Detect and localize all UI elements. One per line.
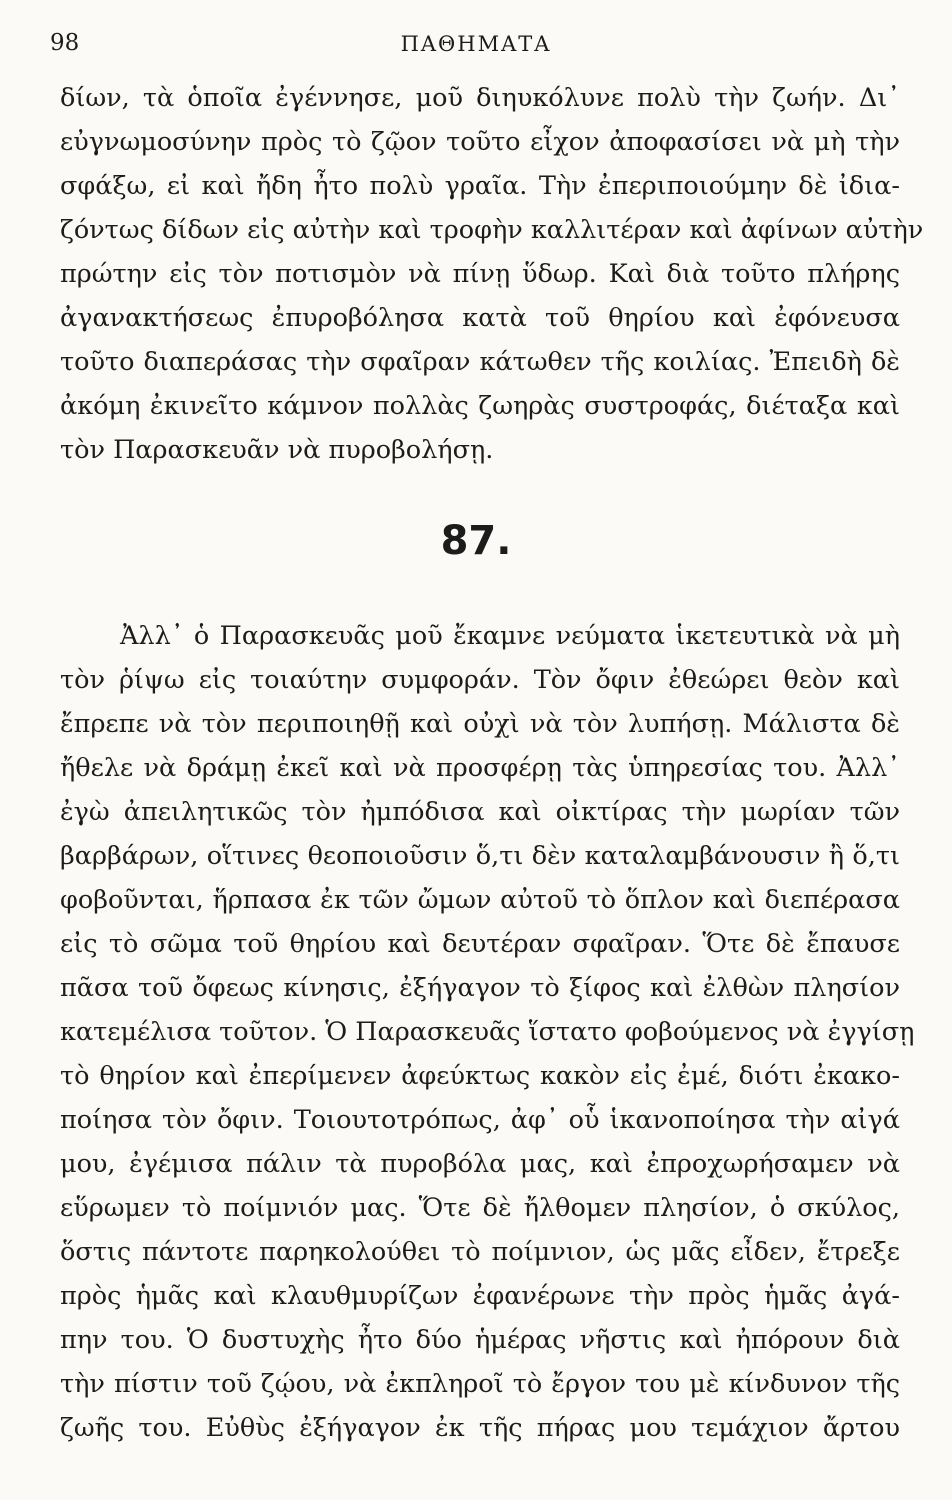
page-header	[0, 30, 952, 70]
text-line: πρὸς ἡμᾶς καὶ κλαυθμυρίζων ἐφανέρωνε τὴν πρὸς ἡμᾶς ἀγά-	[60, 1281, 900, 1311]
text-line: πᾶσα τοῦ ὄφεως κίνησις, ἐξήγαγον τὸ ξίφος καὶ ἐλθὼν πλησίον	[60, 973, 900, 1003]
text-line: τὸ θηρίον καὶ ἐπερίμενεν ἀφεύκτως κακὸν εἰς ἐμέ, διότι ἐκακο-	[60, 1061, 900, 1091]
text-line: δίων, τὰ ὁποῖα ἐγέννησε, μοῦ διηυκόλυνε πολὺ τὴν ζωήν. Δι᾽	[60, 83, 900, 113]
text-line: ἀκόμη ἐκινεῖτο κάμνον πολλὰς ζωηρὰς συστροφάς, διέταξα καὶ	[60, 391, 900, 421]
text-line: κατεμέλισα τοῦτον. Ὁ Παρασκευᾶς ἵστατο φοβούμενος νὰ ἐγγίσῃ	[60, 1017, 915, 1047]
text-line: ἀγανακτήσεως ἐπυροβόλησα κατὰ τοῦ θηρίου καὶ ἐφόνευσα	[60, 303, 900, 333]
text-line: τὸν ῥίψω εἰς τοιαύτην συμφοράν. Τὸν ὄφιν ἐθεώρει θεὸν καὶ	[60, 665, 900, 695]
page-number: 98	[50, 30, 80, 56]
text-line: σφάξω, εἰ καὶ ἤδη ἦτο πολὺ γραῖα. Τὴν ἐπεριποιούμην δὲ ἰδια-	[60, 171, 900, 201]
text-line: βαρβάρων, οἵτινες θεοποιοῦσιν ὅ,τι δὲν καταλαμβάνουσιν ἢ ὅ,τι	[60, 841, 900, 871]
text-line: εὐγνωμοσύνην πρὸς τὸ ζῷον τοῦτο εἶχον ἀποφασίσει νὰ μὴ τὴν	[60, 127, 900, 157]
text-line: τὸν Παρασκευᾶν νὰ πυροβολήσῃ.	[60, 435, 494, 465]
chapter-number: 87.	[440, 518, 512, 564]
text-line: τοῦτο διαπεράσας τὴν σφαῖραν κάτωθεν τῆς κοιλίας. Ἐπειδὴ δὲ	[60, 347, 900, 377]
text-line: εἰς τὸ σῶμα τοῦ θηρίου καὶ δευτέραν σφαῖραν. Ὅτε δὲ ἔπαυσε	[60, 929, 900, 959]
running-title: ΠΑΘΗΜΑΤΑ	[400, 32, 552, 56]
text-line: ἐγὼ ἀπειλητικῶς τὸν ἠμπόδισα καὶ οἰκτίρας τὴν μωρίαν τῶν	[60, 797, 900, 827]
text-line: ἤθελε νὰ δράμῃ ἐκεῖ καὶ νὰ προσφέρῃ τὰς ὑπηρεσίας του. Ἀλλ᾽	[60, 753, 900, 783]
text-line: ζωῆς του. Εὐθὺς ἐξήγαγον ἐκ τῆς πήρας μου τεμάχιον ἄρτου	[60, 1413, 900, 1443]
text-line: ποίησα τὸν ὄφιν. Τοιουτοτρόπως, ἀφ᾽ οὗ ἱκανοποίησα τὴν αἰγά	[60, 1105, 900, 1135]
text-line: εὕρωμεν τὸ ποίμνιόν μας. Ὅτε δὲ ἤλθομεν πλησίον, ὁ σκύλος,	[60, 1193, 900, 1223]
text-line: Ἀλλ᾽ ὁ Παρασκευᾶς μοῦ ἔκαμνε νεύματα ἱκετευτικὰ νὰ μὴ	[120, 621, 900, 651]
text-line: μου, ἐγέμισα πάλιν τὰ πυροβόλα μας, καὶ ἐπροχωρήσαμεν νὰ	[60, 1149, 900, 1179]
text-line: ζόντως δίδων εἰς αὐτὴν καὶ τροφὴν καλλιτέραν καὶ ἀφίνων αὐτὴν	[60, 215, 924, 245]
text-line: τὴν πίστιν τοῦ ζῴου, νὰ ἐκπληροῖ τὸ ἔργον του μὲ κίνδυνον τῆς	[60, 1369, 900, 1399]
text-line: ὅστις πάντοτε παρηκολούθει τὸ ποίμνιον, ὡς μᾶς εἶδεν, ἔτρεξε	[60, 1237, 900, 1267]
text-line: πην του. Ὁ δυστυχὴς ἦτο δύο ἡμέρας νῆστις καὶ ἠπόρουν διὰ	[60, 1325, 900, 1355]
text-line: πρώτην εἰς τὸν ποτισμὸν νὰ πίνῃ ὕδωρ. Καὶ διὰ τοῦτο πλήρης	[60, 259, 900, 289]
text-line: ἔπρεπε νὰ τὸν περιποιηθῇ καὶ οὐχὶ νὰ τὸν λυπήσῃ. Μάλιστα δὲ	[60, 709, 900, 739]
text-line: φοβοῦνται, ἥρπασα ἐκ τῶν ὤμων αὐτοῦ τὸ ὅπλον καὶ διεπέρασα	[60, 885, 900, 915]
